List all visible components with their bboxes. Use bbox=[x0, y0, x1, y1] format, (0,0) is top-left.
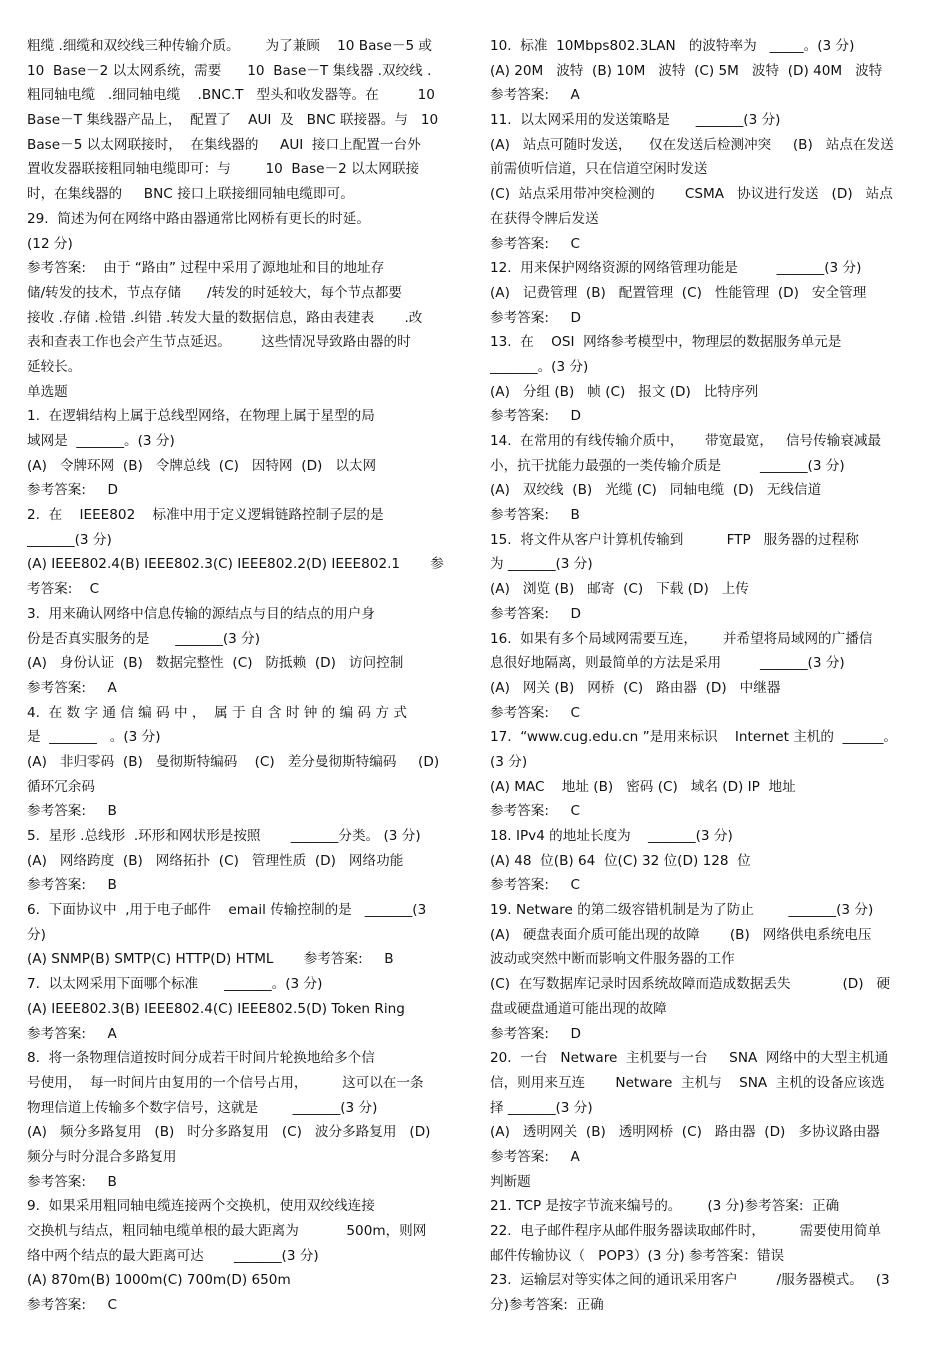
text-line: 21. TCP 是按字节流来编号的。 (3 分)参考答案: 正确 bbox=[490, 1198, 840, 1215]
text-line: 参考答案: C bbox=[490, 803, 581, 820]
text-line: 18. IPv4 的地址长度为 _______(3 分) bbox=[490, 828, 733, 844]
text-line: 11. 以太网采用的发送策略是 _______(3 分) bbox=[490, 112, 781, 129]
text-line: 时，在集线器的 BNC 接口上联接细同轴电缆即可。 bbox=[27, 186, 354, 203]
right-column bbox=[490, 34, 918, 1318]
text-line: 16. 如果有多个局域网需要互连， 并希望将局域网的广播信 bbox=[490, 630, 873, 647]
left-column bbox=[27, 34, 455, 1318]
text-line: 参考答案: B bbox=[27, 877, 117, 894]
text-line: 参考答案: A bbox=[490, 87, 580, 104]
text-line: 盘或硬盘通道可能出现的故障 bbox=[490, 1000, 667, 1017]
text-line: 22. 电子邮件程序从邮件服务器读取邮件时， 需要使用简单 bbox=[490, 1223, 882, 1239]
text-line: 4. 在 数 字 通 信 编 码 中 ， 属 于 自 含 时 钟 的 编 码 方 式 bbox=[27, 704, 407, 721]
text-line: 2. 在 IEEE802 标准中用于定义逻辑链路控制子层的是 bbox=[27, 507, 384, 524]
text-line: 考答案: C bbox=[27, 581, 100, 598]
text-line: (A) 网关 (B) 网桥 (C) 路由器 (D) 中继器 bbox=[490, 679, 781, 696]
text-line: 参考答案: A bbox=[27, 1025, 117, 1042]
text-line: 6. 下面协议中 ,用于电子邮件 email 传输控制的是 _______(3 bbox=[27, 902, 427, 919]
text-line: (A) 非归零码 (B) 曼彻斯特编码 (C) 差分曼彻斯特编码 (D) bbox=[27, 753, 440, 770]
text-line: 3. 用来确认网络中信息传输的源结点与目的结点的用户身 bbox=[27, 605, 375, 622]
text-line: 参考答案: A bbox=[27, 679, 117, 696]
text-line: 9. 如果采用粗同轴电缆连接两个交换机，使用双绞线连接 bbox=[27, 1198, 375, 1215]
text-line: (A) IEEE802.4(B) IEEE802.3(C) IEEE802.2(D) IEEE802.1 参 bbox=[27, 556, 444, 573]
text-line: 17. “www.cug.edu.cn ”是用来标识 Internet 主机的 ______。 bbox=[490, 729, 898, 746]
text-line: (A) 分组 (B) 帧 (C) 报文 (D) 比特序列 bbox=[490, 383, 759, 400]
text-line: (A) 透明网关 (B) 透明网桥 (C) 路由器 (D) 多协议路由器 bbox=[490, 1124, 880, 1141]
text-line: 参考答案: D bbox=[490, 408, 582, 425]
text-line: (A) 令牌环网 (B) 令牌总线 (C) 因特网 (D) 以太网 bbox=[27, 457, 377, 474]
text-line: 接收 .存储 .检错 .纠错 .转发大量的数据信息，路由表建表 .改 bbox=[27, 309, 423, 326]
text-line: 参考答案: 由于 “路由” 过程中采用了源地址和目的地址存 bbox=[27, 260, 385, 277]
text-line: 频分与时分混合多路复用 bbox=[27, 1148, 177, 1165]
text-line: (A) 网络跨度 (B) 网络拓扑 (C) 管理性质 (D) 网络功能 bbox=[27, 852, 404, 869]
text-line: _______。(3 分) bbox=[490, 358, 589, 375]
text-line: 参考答案: B bbox=[490, 507, 580, 524]
text-line: 份是否真实服务的是 _______(3 分) bbox=[27, 630, 261, 647]
text-line: (3 分) bbox=[490, 753, 528, 770]
text-line: 7. 以太网采用下面哪个标准 _______。(3 分) bbox=[27, 976, 323, 993]
text-line: 19. Netware 的第二级容错机制是为了防止 _______(3 分) bbox=[490, 902, 874, 919]
text-line: (A) SNMP(B) SMTP(C) HTTP(D) HTML 参考答案: B bbox=[27, 951, 394, 968]
text-line: 域网是 _______。(3 分) bbox=[27, 433, 175, 449]
text-line: (A) 频分多路复用 (B) 时分多路复用 (C) 波分多路复用 (D) bbox=[27, 1124, 431, 1141]
text-line: 参考答案: D bbox=[490, 309, 582, 326]
text-line: 择 _______(3 分) bbox=[490, 1099, 593, 1116]
text-line: 12. 用来保护网络资源的网络管理功能是 _______(3 分) bbox=[490, 260, 862, 277]
text-line: 粗同轴电缆 .细同轴电缆 .BNC.T 型头和收发器等。在 10 bbox=[27, 87, 435, 104]
text-line: 延较长。 bbox=[27, 358, 82, 375]
text-line: 波动或突然中断而影响文件服务器的工作 bbox=[490, 951, 735, 968]
text-line: 粗缆 .细缆和双绞线三种传输介质。 为了兼顾 10 Base－5 或 bbox=[27, 38, 433, 54]
text-line: 10. 标准 10Mbps802.3LAN 的波特率为 _____。(3 分) bbox=[490, 38, 855, 54]
text-line: 10 Base－2 以太网系统，需要 10 Base－T 集线器 .双绞线 . bbox=[27, 62, 432, 79]
text-line: (A) 浏览 (B) 邮寄 (C) 下载 (D) 上传 bbox=[490, 581, 749, 598]
text-line: (A) 双绞线 (B) 光缆 (C) 同轴电缆 (D) 无线信道 bbox=[490, 482, 822, 499]
text-line: _______(3 分) bbox=[27, 531, 112, 548]
text-line: 参考答案: D bbox=[490, 1025, 582, 1042]
text-line: 20. 一台 Netware 主机要与一台 SNA 网络中的大型主机通 bbox=[490, 1050, 889, 1067]
text-line: 参考答案: C bbox=[490, 704, 581, 721]
text-line: (A) 记费管理 (B) 配置管理 (C) 性能管理 (D) 安全管理 bbox=[490, 284, 867, 301]
text-line: 8. 将一条物理信道按时间分成若干时间片轮换地给多个信 bbox=[27, 1050, 375, 1067]
text-line: Base－5 以太网联接时， 在集线器的 AUI 接口上配置一台外 bbox=[27, 136, 421, 153]
text-line: 5. 星形 .总线形 .环形和网状形是按照 _______分类。 (3 分) bbox=[27, 828, 421, 844]
text-line: (A) MAC 地址 (B) 密码 (C) 域名 (D) IP 地址 bbox=[490, 778, 796, 795]
text-line: 小，抗干扰能力最强的一类传输介质是 _______(3 分) bbox=[490, 457, 845, 474]
text-line: 参考答案: C bbox=[27, 1297, 118, 1314]
text-line: (A) IEEE802.3(B) IEEE802.4(C) IEEE802.5(D) Token Ring bbox=[27, 1000, 405, 1017]
text-line: 参考答案: C bbox=[490, 235, 581, 252]
text-line: 置收发器联接粗同轴电缆即可：与 10 Base－2 以太网联接 bbox=[27, 161, 420, 178]
text-line: Base－T 集线器产品上， 配置了 AUI 及 BNC 联接器。与 10 bbox=[27, 112, 439, 129]
text-line: 是 _______ 。(3 分) bbox=[27, 729, 161, 746]
text-line: 邮件传输协议（ POP3）(3 分) 参考答案：错误 bbox=[490, 1247, 785, 1264]
text-line: (A) 身份认证 (B) 数据完整性 (C) 防抵赖 (D) 访问控制 bbox=[27, 655, 404, 672]
text-line: 参考答案: A bbox=[490, 1148, 580, 1165]
text-line: 前需侦听信道，只在信道空闲时发送 bbox=[490, 161, 708, 178]
text-line: 15. 将文件从客户计算机传输到 FTP 服务器的过程称 bbox=[490, 531, 859, 548]
text-line: (A) 48 位(B) 64 位(C) 32 位(D) 128 位 bbox=[490, 852, 751, 869]
text-line: 判断题 bbox=[490, 1173, 531, 1190]
text-line: 分) bbox=[27, 926, 46, 943]
text-line: (A) 20M 波特 (B) 10M 波特 (C) 5M 波特 (D) 40M 波特 bbox=[490, 62, 883, 79]
text-line: 分)参考答案: 正确 bbox=[490, 1297, 604, 1314]
text-line: 13. 在 OSI 网络参考模型中，物理层的数据服务单元是 bbox=[490, 334, 842, 351]
text-line: 信，则用来互连 Netware 主机与 SNA 主机的设备应该选 bbox=[490, 1074, 885, 1091]
text-line: 为 _______(3 分) bbox=[490, 556, 593, 573]
text-line: 1. 在逻辑结构上属于总线型网络，在物理上属于星型的局 bbox=[27, 408, 375, 425]
text-line: (C) 站点采用带冲突检测的 CSMA 协议进行发送 (D) 站点 bbox=[490, 186, 893, 203]
text-line: 息很好地隔离，则最简单的方法是采用 _______(3 分) bbox=[490, 655, 845, 672]
text-line: 交换机与结点，粗同轴电缆单根的最大距离为 500m，则网 bbox=[27, 1223, 427, 1239]
text-line: 号使用， 每一时间片由复用的一个信号占用， 这可以在一条 bbox=[27, 1074, 424, 1091]
text-line: (A) 站点可随时发送， 仅在发送后检测冲突 (B) 站点在发送 bbox=[490, 136, 894, 153]
text-line: (C) 在写数据库记录时因系统故障而造成数据丢失 (D) 硬 bbox=[490, 976, 891, 993]
text-line: 参考答案: C bbox=[490, 877, 581, 894]
text-line: 参考答案: D bbox=[490, 605, 582, 622]
text-line: 29. 简述为何在网络中路由器通常比网桥有更长的时延。 bbox=[27, 210, 370, 227]
text-line: (A) 硬盘表面介质可能出现的故障 (B) 网络供电系统电压 bbox=[490, 926, 872, 943]
text-line: 表和查表工作也会产生节点延迟。 这些情况导致路由器的时 bbox=[27, 334, 411, 351]
text-line: 物理信道上传输多个数字信号，这就是 _______(3 分) bbox=[27, 1099, 378, 1116]
text-line: 络中两个结点的最大距离可达 _______(3 分) bbox=[27, 1247, 319, 1264]
text-line: 储/转发的技术，节点存储 /转发的时延较大，每个节点都要 bbox=[27, 284, 402, 301]
text-line: 参考答案: D bbox=[27, 482, 119, 499]
text-line: (12 分) bbox=[27, 235, 73, 252]
text-line: 参考答案: B bbox=[27, 803, 117, 820]
text-line: 23. 运输层对等实体之间的通讯采用客户 /服务器模式。 (3 bbox=[490, 1272, 890, 1289]
text-line: 参考答案: B bbox=[27, 1173, 117, 1190]
text-line: 在获得令牌后发送 bbox=[490, 210, 599, 227]
text-line: (A) 870m(B) 1000m(C) 700m(D) 650m bbox=[27, 1272, 291, 1289]
text-line: 14. 在常用的有线传输介质中， 带宽最宽， 信号传输衰减最 bbox=[490, 433, 882, 449]
text-line: 单选题 bbox=[27, 383, 68, 400]
text-line: 循环冗余码 bbox=[27, 778, 95, 795]
